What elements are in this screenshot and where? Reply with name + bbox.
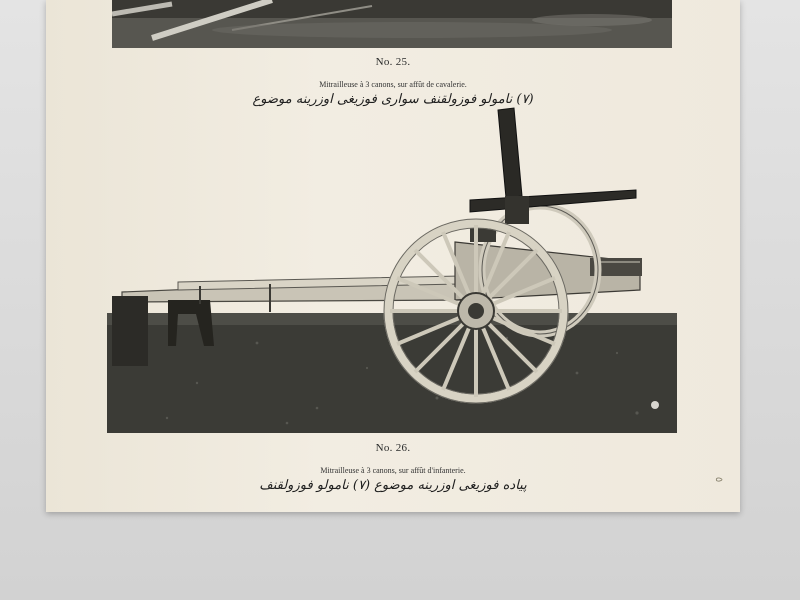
page-number-mark: ٥ [713,476,725,483]
plate-25-number: No. 25. [375,56,411,68]
carriage-trail [112,276,470,366]
plate-26-caption-ottoman: پیاده فوزیغی اوزرینه موضوع (٧) نامولو فوزولقنف [259,478,527,493]
plate-25-caption-french: Mitrailleuse à 3 canons, sur affût de cavalerie. [319,80,467,89]
front-wheel [384,219,568,403]
plate-25-caption-ottoman: (٧) نامولو فوزولقنف سواری فوزیغی اوزرینه موضوع [252,92,534,107]
plate-26-caption-french: Mitrailleuse à 3 canons, sur affût d'infanterie. [320,466,466,475]
plate-26-number: No. 26. [375,442,411,454]
